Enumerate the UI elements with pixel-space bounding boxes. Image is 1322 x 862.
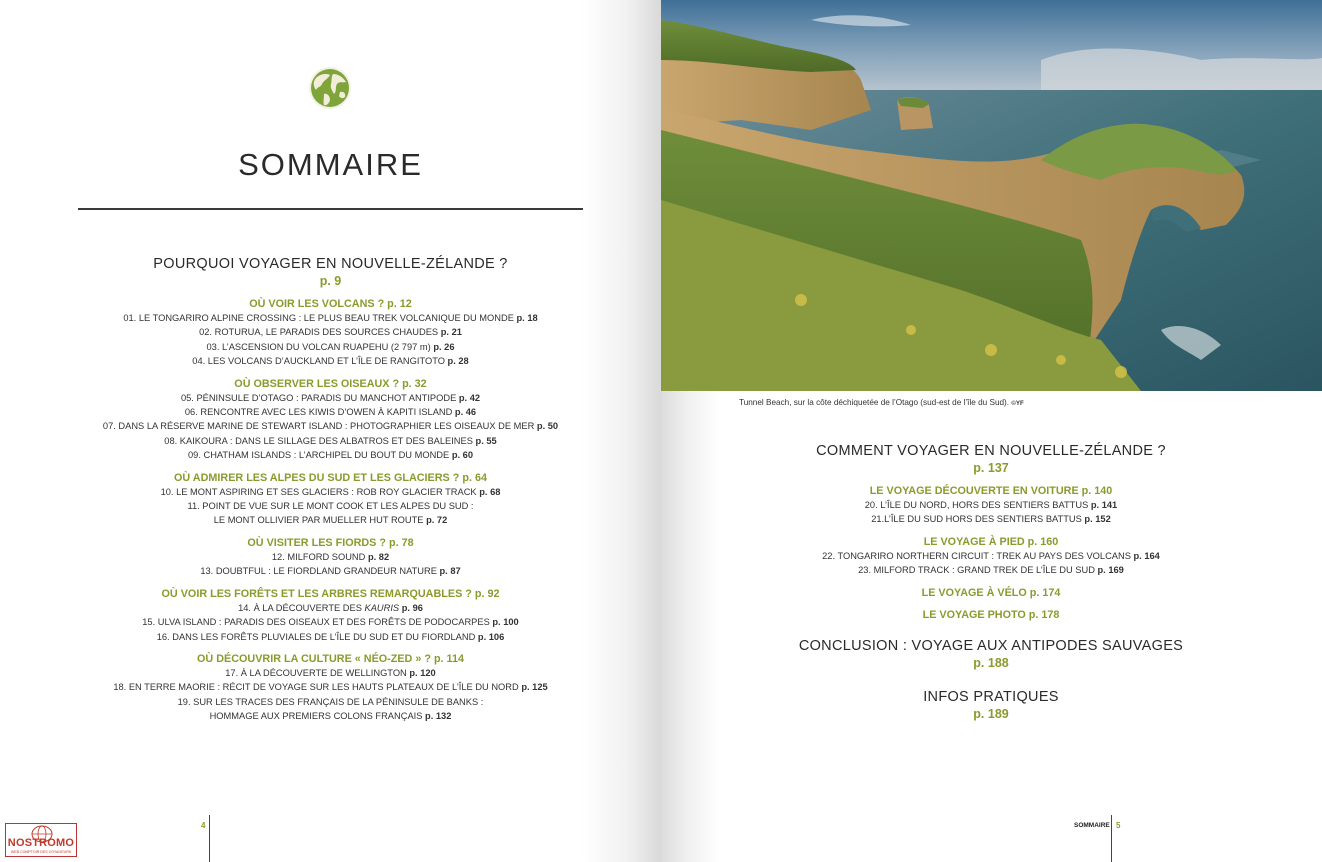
toc-entry[interactable]: 10. LE MONT ASPIRING ET SES GLACIERS : ROB ROY GLACIER TRACK p. 68: [160, 486, 501, 497]
conclusion-title[interactable]: CONCLUSION : VOYAGE AUX ANTIPODES SAUVAGES: [798, 637, 1184, 654]
nostromo-logo[interactable]: [5, 823, 77, 857]
right-page: [661, 0, 1322, 862]
section-title[interactable]: OÙ VOIR LES FORÊTS ET LES ARBRES REMARQUABLES ? p. 92: [161, 587, 500, 600]
logo-name: NOSTROMO: [7, 837, 75, 849]
section-title[interactable]: OÙ OBSERVER LES OISEAUX ? p. 32: [234, 377, 427, 390]
toc-entry[interactable]: 21.L’ÎLE DU SUD HORS DES SENTIERS BATTUS p. 152: [871, 514, 1111, 525]
toc-entry[interactable]: 19. SUR LES TRACES DES FRANÇAIS DE LA PÉNINSULE DE BANKS :: [177, 696, 484, 707]
toc-entry[interactable]: 05. PÉNINSULE D’OTAGO : PARADIS DU MANCHOT ANTIPODE p. 42: [180, 392, 481, 403]
toc-entry[interactable]: 08. KAIKOURA : DANS LE SILLAGE DES ALBATROS ET DES BALEINES p. 55: [164, 435, 497, 446]
globe-icon: [306, 66, 354, 110]
infos-title[interactable]: INFOS PRATIQUES: [923, 688, 1059, 705]
toc-entry[interactable]: 11. POINT DE VUE SUR LE MONT COOK ET LES ALPES DU SUD :: [187, 501, 474, 512]
toc-entry[interactable]: 20. L’ÎLE DU NORD, HORS DES SENTIERS BATTUS p. 141: [864, 500, 1118, 510]
toc-entry[interactable]: 12. MILFORD SOUND p. 82: [271, 551, 390, 562]
part-page-number: p. 137: [973, 461, 1009, 475]
toc-entry[interactable]: 07. DANS LA RÉSERVE MARINE DE STEWART ISLAND : PHOTOGRAPHIER LES OISEAUX DE MER p. 50: [102, 421, 559, 432]
toc-entry[interactable]: 18. EN TERRE MAORIE : RÉCIT DE VOYAGE SUR LES HAUTS PLATEAUX DE L’ÎLE DU NORD p. 125: [113, 682, 548, 693]
toc-entry[interactable]: 16. DANS LES FORÊTS PLUVIALES DE L’ÎLE DU SUD ET DU FIORDLAND p. 106: [156, 631, 505, 642]
title-divider: [78, 208, 583, 210]
table-of-contents-right: [781, 443, 1201, 722]
toc-entry[interactable]: 22. TONGARIRO NORTHERN CIRCUIT : TREK AU PAYS DES VOLCANS p. 164: [822, 550, 1160, 561]
toc-entry[interactable]: 02. ROTURUA, LE PARADIS DES SOURCES CHAUDES p. 21: [199, 327, 462, 338]
photo-credit: ©YF: [1011, 400, 1024, 407]
folio-divider: [209, 815, 210, 862]
part-page-number: p. 9: [319, 274, 342, 288]
page-number: 5: [1116, 821, 1121, 830]
toc-entry[interactable]: 09. CHATHAM ISLANDS : L’ARCHIPEL DU BOUT DU MONDE p. 60: [187, 450, 473, 461]
running-footer: SOMMAIRE: [1074, 822, 1110, 829]
section-title[interactable]: LE VOYAGE À VÉLO p. 174: [921, 586, 1061, 599]
toc-entry[interactable]: 15. ULVA ISLAND : PARADIS DES OISEAUX ET DES FORÊTS DE PODOCARPES p. 100: [142, 617, 519, 628]
section-title[interactable]: LE VOYAGE PHOTO p. 178: [922, 608, 1060, 621]
section-title[interactable]: LE VOYAGE À PIED p. 160: [923, 535, 1059, 548]
toc-entry[interactable]: 13. DOUBTFUL : LE FIORDLAND GRANDEUR NATURE p. 87: [200, 566, 461, 577]
page-number: 4: [201, 821, 206, 830]
toc-entry-continuation[interactable]: LE MONT OLLIVIER PAR MUELLER HUT ROUTE p. 72: [213, 515, 448, 526]
section-title[interactable]: OÙ DÉCOUVRIR LA CULTURE « NÉO-ZED » ? p. 114: [197, 652, 464, 665]
conclusion-page-number: p. 188: [973, 655, 1009, 670]
infos-page-number: p. 189: [973, 706, 1009, 721]
page-title: SOMMAIRE: [238, 147, 423, 182]
coastal-cliff-photo: [661, 0, 1322, 391]
part-title[interactable]: COMMENT VOYAGER EN NOUVELLE-ZÉLANDE ?: [816, 443, 1166, 459]
section-title[interactable]: OÙ VOIR LES VOLCANS ? p. 12: [249, 298, 412, 310]
toc-entry[interactable]: 17. À LA DÉCOUVERTE DE WELLINGTON p. 120: [225, 667, 436, 678]
toc-entry[interactable]: 06. RENCONTRE AVEC LES KIWIS D’OWEN À KAPITI ISLAND p. 46: [184, 407, 477, 418]
toc-entry[interactable]: 03. L’ASCENSION DU VOLCAN RUAPEHU (2 797 m) p. 26: [206, 341, 455, 352]
part-title[interactable]: POURQUOI VOYAGER EN NOUVELLE-ZÉLANDE ?: [153, 256, 508, 272]
folio-divider: [1111, 815, 1112, 862]
logo-tagline: WEB COMPTOIR DES VOYAGEURS: [10, 850, 72, 854]
section-title[interactable]: LE VOYAGE DÉCOUVERTE EN VOITURE p. 140: [869, 485, 1113, 497]
toc-entry[interactable]: 14. À LA DÉCOUVERTE DES KAURIS p. 96: [238, 602, 423, 613]
toc-entry[interactable]: 01. LE TONGARIRO ALPINE CROSSING : LE PLUS BEAU TREK VOLCANIQUE DU MONDE p. 18: [123, 313, 538, 323]
table-of-contents-left: [78, 256, 583, 724]
toc-entry[interactable]: 23. MILFORD TRACK : GRAND TREK DE L’ÎLE DU SUD p. 169: [858, 565, 1124, 576]
section-title[interactable]: OÙ VISITER LES FIORDS ? p. 78: [247, 536, 414, 549]
photo-caption: Tunnel Beach, sur la côte déchiquetée de l’Otago (sud-est de l’île du Sud). ©YF: [739, 398, 1024, 407]
toc-entry-continuation[interactable]: HOMMAGE AUX PREMIERS COLONS FRANÇAIS p. 132: [209, 711, 452, 722]
section-title[interactable]: OÙ ADMIRER LES ALPES DU SUD ET LES GLACIERS ? p. 64: [174, 471, 487, 484]
toc-entry[interactable]: 04. LES VOLCANS D’AUCKLAND ET L’ÎLE DE RANGITOTO p. 28: [192, 356, 469, 367]
